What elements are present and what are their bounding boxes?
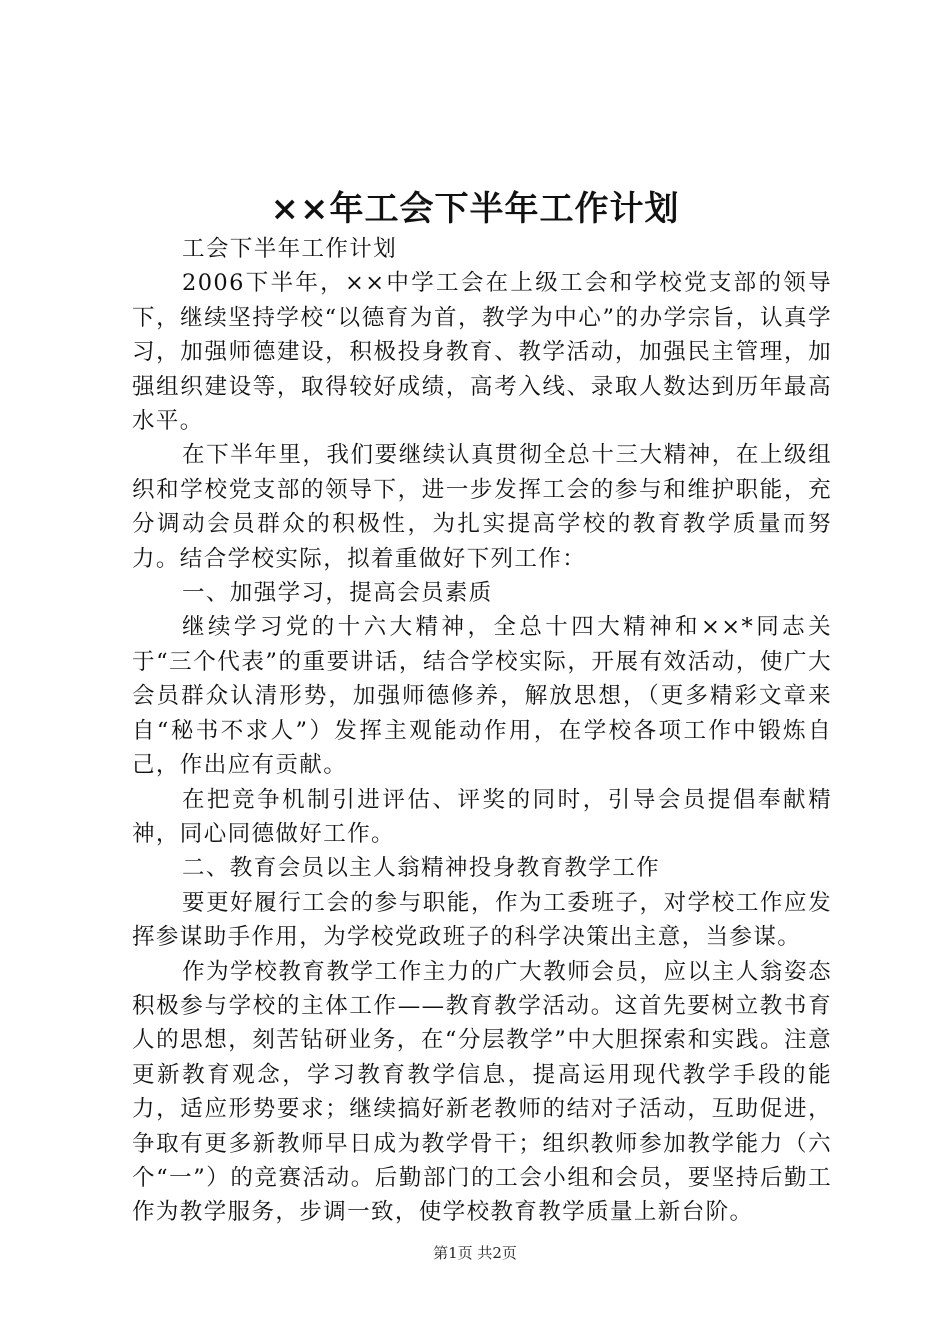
section-heading-1: 一、加强学习，提高会员素质 — [182, 580, 493, 607]
paragraph-participation: 要更好履行工会的参与职能，作为工委班子，对学校工作应发挥参谋助手作用，为学校党政班子的科学决策出主意，当参谋。 — [132, 889, 832, 951]
document-title: ××年工会下半年工作计划 — [270, 189, 680, 229]
paragraph-teachers: 作为学校教育教学工作主力的广大教师会员，应以主人翁姿态积极参与学校的主体工作——教育教学活动。这首先要树立教书育人的思想，刻苦钻研业务，在“分层教学”中大胆探索和实践。注意更新教育观念，学习教育教学信息，提高运用现代教学手段的能力，适应形势要求；继续搞好新老教师的结对子活动，互助促进，争取有更多新教师早日成为教学骨干；组织教师参加教学能力（六个“一”）的竞赛活动。后勤部门的工会小组和会员，要坚持后勤工作为教学服务，步调一致，使学校教育教学质量上新台阶。 — [132, 958, 832, 1226]
page-number-footer: 第1页 共2页 — [433, 1244, 517, 1262]
section-heading-2: 二、教育会员以主人翁精神投身教育教学工作 — [182, 855, 661, 882]
paragraph-intro: 2006下半年，××中学工会在上级工会和学校党支部的领导下，继续坚持学校“以德育为首，教学为中心”的办学宗旨，认真学习，加强师德建设，积极投身教育、教学活动，加强民主管理，加强组织建设等，取得较好成绩，高考入线、录取人数达到历年最高水平。 — [132, 270, 832, 435]
paragraph-plan: 在下半年里，我们要继续认真贯彻全总十三大精神，在上级组织和学校党支部的领导下，进一步发挥工会的参与和维护职能，充分调动会员群众的积极性，为扎实提高学校的教育教学质量而努力。结合学校实际，拟着重做好下列工作： — [132, 442, 832, 572]
paragraph-competition: 在把竞争机制引进评估、评奖的同时，引导会员提倡奉献精神，同心同德做好工作。 — [132, 786, 832, 847]
document-body — [132, 232, 832, 1230]
paragraph-subtitle: 工会下半年工作计划 — [182, 236, 398, 262]
paragraph-study: 继续学习党的十六大精神，全总十四大精神和××*同志关于“三个代表”的重要讲话，结合学校实际，开展有效活动，使广大会员群众认清形势，加强师德修养，解放思想，（更多精彩文章来自“秘书不求人”）发挥主观能动作用，在学校各项工作中锻炼自己，作出应有贡献。 — [132, 614, 832, 779]
